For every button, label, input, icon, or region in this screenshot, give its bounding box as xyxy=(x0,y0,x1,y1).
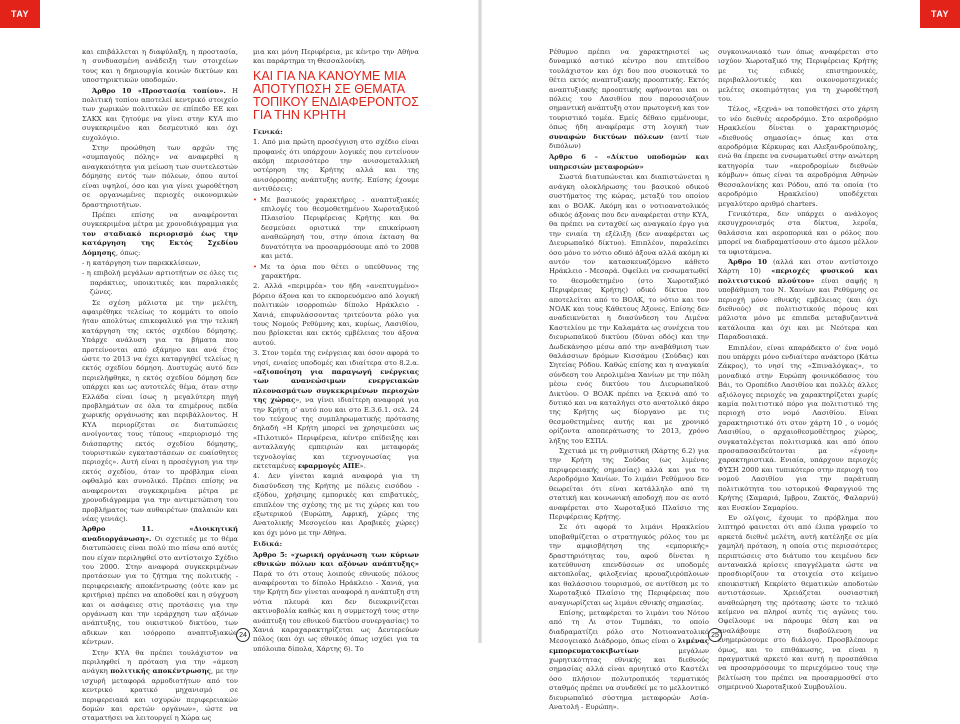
paragraph: μια και μόνη Περιφέρεια, με κέντρο την Αθήνα και παράρτημα τη Θεσσαλονίκη. xyxy=(253,48,419,66)
article-11-text: Οι σχετικές με το θέμα διατυπώσεις είναι πολύ πιο πίσω από αυτές που είχαν περιληφθεί στο αντίστοιχο Σχέδιο του 2000. Στην αναφορά συγκεκριμένων προτάσεων για το ζήτημα της πολιτικής - περιφερειακής αποκέντρωσης (ούτε καν με κριτήρια) πρέπει να αποδοθεί και η σύγχυση και οι ασάφειες στις προτάσεις για την οργάνωση και την ιεράρχηση των αξόνων ανάπτυξης, του οικιστικού δικτύου, των αδικων και ισόρροπο αναπτυξιακών κέντρων. xyxy=(82,534,238,647)
article-6-label: Άρθρο 6 - «Δίκτυο υποδομών και υπηρεσιών μεταφορών» xyxy=(549,153,709,171)
text: », να γίνει ιδιαίτερη αναφορά για την Κρήτη σ' αυτό που και στο Ε.3.6.1. σελ. 24 του τεύχους της συμπληρωματικής πρότασης δηλαδή «Η Κρήτη μπορεί να χρησιμεύσει ως «Πιλοτικό» Περιφέρεια, κέντρο επίδειξης και ανταλλαγής εμπειριών και μεταφοράς τεχνολογίας και τεχνογνωσίας για εκτεταμένες xyxy=(253,396,419,471)
article-5-paragraph xyxy=(253,551,419,654)
paragraph: Τέλος, «ξεχνά» να τοποθετήσει στο χάρτη το νέο διεθνές αεροδρόμιο. Στο αεροδρόμιο Ηρακλείου δίνεται ο χαρακτηρισμός «διεθνούς σημασίας» όπως και στα αεροδρόμια Κέρκυρας και Αλεξανδρούπολης, ενώ θα έπρεπε να ενσωματωθεί στην ανώτερη κατηγορία των «αεροδρομίων διεθνών κόμβων» όπως είναι τα αεροδρόμια Αθηνών Θεσσαλονίκης και Ρόδου, από τα οποία (το αεροδρόμιο Ηρακλείου) υποδέχεται μεγαλύτερο αριθμό charters. xyxy=(718,105,878,208)
article-10-paragraph xyxy=(718,258,878,343)
paragraph xyxy=(82,211,238,258)
article-10-text: Η πολιτική τοπίου αποτελεί κεντρικό στοιχείο των χωρικών πολιτικών σε επίπεδο ΕΕ και ΣΑΚΧ και ζητούμε να γίνει στην ΚΥΑ πιο συγκεκριμένο και δεσμευτικό και όχι ευχολόγιο. xyxy=(82,86,238,142)
subheading-general: Γενικά: xyxy=(253,127,283,136)
bold-text: αξιοποίηση για παραγωγή ενέργειας των ανανεώσιμων ενεργειακών πλεονασμάτων συγκεκριμένων περιοχών της χώρας xyxy=(253,367,419,405)
article-11-paragraph xyxy=(82,525,238,647)
paragraph: Σε ότι αφορά το λιμάνι Ηρακλείου υποβαθμίζεται ο στρατηγικός ρόλος του με την αμφισβήτηση της «εμπορικής» δραστηριότητας του, αφού δίνεται η κατεύθυνση επενδύσεων σε υποδομές ακτοπλοΐας, φιλοξενίας κρουαζιερόπλοιων και θαλάσσιου τουρισμού, σε αντίθεση με το Χωροταξικό Πλαίσιο της Περιφέρειας που αναγνωρίζεται ως λιμάνι εθνικής σημασίας. xyxy=(549,523,709,607)
bullet-item: • Με τα όρια που θέτει ο υπεύθυνος της χαρακτήρα. xyxy=(253,263,419,282)
list-item: 1. Από μια πρώτη προσέγγιση στο σχέδιο είναι προφανές ότι υπάρχουν λογικές που εντείνουν ακόμη περισσότερο την ανισομεταλλική υστέρηση της Κρήτης αλλά και της ανισόρροπης ανάπτυξης αυτής. Επίσης έχουμε αντιθέσεις: xyxy=(253,138,419,194)
bold-text: τον σταδιακό περιορισμό έως την κατάργηση της Εκτός Σχεδίου Δόμησης xyxy=(82,229,238,257)
list-item: 4. Δεν γίνεται καμιά αναφορά για τη διασύνδεση της Κρήτης με πόλεις εισόδου - εξόδου, χρήσιμης εμπορικές και επιβατικές, επιπλέον της σχέσης της με τις χώρες και του εξωτερικού (Ευρώπη, Αφρική, χώρες της Ανατολικής Μεσογείου και Αραβικές χώρες) και όχι μόνο με την Αθήνα. xyxy=(253,472,419,537)
paragraph: Στην προώθηση των αρχών της «συμπαγούς πόλης» να αναφερθεί η αναγκαιότητα για μείωση των συντελεστών δόμησης εντός των πόλεων, όπου αυτοί είναι υψηλοί, όσο και για γίνει χωροθέτηση σε οργανωμένες περιοχές οικονομικών δραστηριοτήτων. xyxy=(82,144,238,209)
text: (αλλά και στον αντίστοιχο Χάρτη 10) xyxy=(718,257,878,276)
text: μεγάλων χωρητικότητας εθνικής και διεθνούς σημασίας αλλά είναι αρνητικό στο Καστέλι όσο πλήσιον πολυτροπικός τερματικός σταθμός πρέπει να συνδεθεί με το μελλοντικό διευρωπαϊκό σύστημα μεταφορών Ασία-Ανατολή - Ευρώπη». xyxy=(549,646,709,712)
paragraph xyxy=(82,649,238,724)
article-5-label: Άρθρο 5: «χωρική οργάνωση των κύριων εθνικών πόλων και αξόνων ανάπτυξης» xyxy=(253,550,419,569)
article-10-label: Άρθρο 10 xyxy=(728,257,768,266)
text: Πρέπει επίσης να αναφέρονται συγκεκριμένα μέτρα με χρονοδιάγραμμα για xyxy=(82,210,238,229)
paragraph xyxy=(549,48,709,151)
text: (αντί των διπόλων) xyxy=(549,132,709,151)
text: 3. Στον τομέα της ενέργειας και όσον αφορά το νησί, ενιαίες υποδομές και ιδιαίτερα στο 8.2.α. « xyxy=(253,349,419,376)
right-page-column-2 xyxy=(718,48,878,692)
section-heading: ΚΑΙ ΓΙΑ ΝΑ ΚΑΝΟΥΜΕ ΜΙΑ ΑΠΟΤΥΠΩΣΗ ΣΕ ΘΕΜΑΤΑ ΤΟΠΙΚΟΥ ΕΝΔΙΑΦΕΡΟΝΤΟΣ ΓΙΑ ΤΗΝ ΚΡΗΤΗ xyxy=(253,68,419,122)
list-item: - η επιβολή μεγάλων αρτιοτήτων σε όλες τις παράκτιες, υποικιτικές και παραλιακές ζώνες. xyxy=(82,269,238,297)
text: , όπως: xyxy=(115,248,141,257)
paragraph: Σε σχέση μάλιστα με την μελέτη, αφαιρέθηκε τελείως το κομμάτι το οποίο ήταν απολύτως επικεφαλικό για την τελική κατάργηση της εκτός σχεδίου δόμησης. Υπάρχε ανάλυση για τα βήματα που προτείνονται από εξάμηνο και ανά έτος ώστε το 2013 να έχει καταργηθεί τελείως η εκτός σχεδίου δόμηση. Δυστυχώς αυτό δεν περιελήφθηκε, η εκτός σχεδίου δόμηση δεν υπάρχει και ως αυτοτελές θέμα, όταν στην Ελλάδα είναι ίσως η μεγαλύτερη πηγή προβλημάτων σε όλα τα επιμέρους πεδία χωρικής οργάνωσης και περιβάλλοντος. Η ΚΥΑ περιορίζεται σε διατυπώσεις ανοίγοντας τους τύπους «περιορισμό της διάσπαρτης εκτός σχεδίου δόμησης, τουριστικών εγκαταστάσεων σε ευαίσθητες περιοχές». Αυτή είναι η προσέγγιση για την εκτός σχεδίου, όταν το πρόβλημα είναι οφθαλμό και συνολικό. Πρέπει επίσης να αναφερονται συγκεκριμένα μέτρα με χρονοδιάγραμμα για την αντιμετώπιση του προβλήματος των αυθαιρέτων (παλαιών και νέας γενιάς). xyxy=(82,298,238,523)
page-number-left: 24 xyxy=(236,628,250,642)
paragraph: Γενικότερα, δεν υπάρχει ο ανάλογος εκσυγχρονισμός στα δίκτυα, λεροΐα, θαλάσσια και αεροπορικά και ο ρόλος που μπορεί να διαδραματίσουν στο άμεσο μέλλον τα υφιστάμενα. xyxy=(718,209,878,256)
right-page-column-1 xyxy=(549,48,709,712)
paragraph: Εν ολίγοις, έχουμε το πρόβλημα που λιπτηρό φαινεται ότι από έλιπα γραφείο το αρκετά διεθνέ μελέτη, αυτή κατέληξε σε μία χαμηλή πρόταση, η οποία στις περισσότερες περιπτώσεις στο διάτυπο του κειμένου δεν αντανακλά κρίσεις επαγγέλματα ώστε να προσδιορίζουν τα στοιχεία στο κείμενο εποικιστική Κεκρίατο θεματικών αποδοτών αντιστάσεων. Χρειάζεται ουσιαστική αναθεώρηση της πρότασης ώστε το τελικό κείμενο να πληροί αυτές τις αγώνες του. Οφείλουμε να πάρουμε θέση και να αναλάβουμε στη διαβούλευση να ενημερώσουμε στο διάλογο. Προσβλέπουμε όμως, και το επιθάκωσης, να είναι η πραγματικά αρκετό και αυτή η προσπάθεια να προσαρμόσουμε το περιεχόμενο τους την βελτίωση του πρέπει να προσαρμοσθεί στο σημερινού Χωροταξικού Συμβουλίου. xyxy=(718,513,878,692)
article-5-text: Παρά το ότι στους λοιπούς εθνικούς πόλους αναφέρονται το δίπολο Ηράκλειο - Χανιά, για την Κρήτη δεν γίνεται αναφορά η ανάπτυξη στη νότια πλευρά και δεν διευκρινίζεται ακτινοβολία καθώς και η συμμετοχή τους στην ανάπτυξη του εθνικού δικτύου συνεργασίας) το Χανιά καραχαρακτηρίζεται ως Δευτερεύων πόλος (και όχι ως εθνικός όπως ισχύει για τα υπόλοιπα δίπολα, Χάρτης 6). Το xyxy=(253,569,419,653)
page-number-right: 25 xyxy=(708,628,722,642)
bold-text: λιμένας εμπορευματοκιβωτίων xyxy=(549,637,709,655)
article-11-label: Άρθρο 11. «Διοικητική αναδιοργάνωση». xyxy=(82,525,238,543)
bullet-item: • Με βασικούς χαρακτήρες - αναπτυξιακές επιλογές του θεσμοθετημένου Χωροταξικού Πλαισίου Περιφέρειας Κρήτης και θα δεσμεύσει οριστικά την επικαίρωση αναθεώρησή του, στην όποια έκταση θα δυνατότητα να προσαρμόσουμε από το 2008 και μετά. xyxy=(253,196,419,262)
text: Στην ΚΥΑ θα πρέπει τουλάχιστον να περιληφθεί η πρόταση για την «άμεση ανάγκη xyxy=(82,648,238,676)
text: ». xyxy=(359,462,366,471)
article-10-paragraph xyxy=(82,87,238,143)
bold-text: συναφών δικτύων πόλεων xyxy=(549,132,664,141)
bold-text: «περιοχές φυσικού και πολιτιστικού πλούτου» xyxy=(718,267,878,285)
subheading-specific: Ειδικά: xyxy=(253,540,283,549)
list-item xyxy=(253,349,419,471)
left-page-column-1 xyxy=(82,48,239,723)
left-page-column-2 xyxy=(253,48,419,653)
tee-logo-left: ΤΑΥ xyxy=(0,0,40,28)
tee-logo-right: ΤΑΥ xyxy=(920,0,960,28)
text: είναι σαφής η υποβάθμιση του Ν. Χανίων και Ρεθύμνης σε περιοχή μόνο εθνικής εμβέλειας (και όχι διεθνούς) σε πολιτιστικούς πόρους και μάλιστα μόνο με επιπεδα μεταβυζαντινά κατάλοιπα και όχι και με Νεότερα και Παραδοσιακά. xyxy=(718,276,878,342)
paragraph: Σχετικά με τη ρυθμιστική (Χάρτης 6.2) για την Κρήτη της Σούδας (ως λιμένας περιφερειακής σημασίας) αλλά και για το Αεροδρόμιο Χανίων. Το λιμάνι Ρεθύμνου δεν θεωρείται ότι είναι κατάλληλο από τη στατική και κοινωνική αποδοχή που σε αυτό αναφέρεται στο Χωροταξικό Πλαίσιο της Περιφέρειας Κρήτης. xyxy=(549,447,709,521)
paragraph: συγκοινωνιακό των όπως αναφέρεται στο ισχύον Χωροταξικό της Περιφέρειας Κρήτης με τις ειδικές επιστημονικές, περιβαλλοντικές και οικονομοτεχνικές μελέτες σκοπιμότητας για τη χωροθέτησή του. xyxy=(718,48,878,104)
paragraph: Σωστά διατυπώνεται και διαπιστώνεται η ανάγκη ολοκλήρωσης του βασικού οδικού συστήματος της κώρας, μεταξύ του οποίου και ο ΒΟΑΚ. Ακόμη και ο νοτιοανατολικός οδικός άξονας που δεν αναφέρεται στην ΚΥΑ, θα πρέπει να ενταχθεί ως αναγκαίο έργο για την ενιαία τη εξέλιξη (δεν αναφέρεται ως Διευρωπαϊκό δίκτυο). Επιπλέον, παραλείπει όσο μόνο το νότιο οδικό άξονα αλλά ακόμη κι αυτόν τον κατασκευαζόμενο κάθετο Ηράκλειο - Μεσαρά. Οφείλει να ενσωματωθεί το θεσμοθετημένο (στο Χωροταξικό Περιφέρειας Κρήτης) οδικό δίκτυο που αποτελείται από το ΒΟΑΚ, το νότιο και τον ΝΟΑΚ και τους Κάθετους Άξονες. Επίσης δεν αναδεικνύεται η διασύνδεση του Λιμένα Καστελίου με την Καλαμάτα ως συνέχεια του διευρωπαϊκού δικτύου (δύναι οδός) και την Δωδεκάνησο μέσω από την αναβάθμιση των θαλάσσιων δρόμων Κισσάμου (Σούδας) και Σητείας Ρόδου. Καθώς επίσης και η αναγκαία σύνδεση του Αερολιμένα Χανίων με την πόλη μέσω ενός δικτύου του Διευρωπαϊκού Δικτύου. Ο ΒΟΑΚ πρέπει να ξεκινά από το δυτικό και να καταλήγει στο ανατολικό άκρο της Κρήτης ως δίοργανο με τις θεσμοθετημένες αυτής και με χρονικό ορίζοντα αποπεράτωσης το 2013, χρόνο λήξης του ΕΣΠΑ. xyxy=(549,173,709,445)
bold-text: πολιτικής αποκέντρωσης xyxy=(110,667,211,676)
text: Ρέθυμνο πρέπει να χαρακτηριστεί ως δυναμικό αστικό κέντρο που επιτείδου τουλάχιστον και όχι δου που συσκοτικά το θέτει εκτός αναπτυξιακής προοπτικής. Εκτός αναπτυξιακής προοπτικής αφήνονται και οι πόλεις του Λασιθίου που παρουσιάζουν σημαντική ανάπτυξη στον πρωτογενή και τον τουριστικό τομέα. Εμείς δέθαιο εμμένουμε, όπως ήδη αναφέραμε στη λογική των xyxy=(549,48,709,132)
paragraph: και επιβάλλεται η διαφύλαξη, η προστασία, η συνδυασμένη ανάδειξη των στοιχείων τους και η δημιουργία κοινών δικτύων και υποστηρικτικών υποδομών. xyxy=(82,48,238,85)
article-10-label: Άρθρο 10 «Προστασία τοπίου». xyxy=(92,86,226,95)
list-item: 2. Αλλά «περιμρέα» τον ήδη «ανεπτυγμένο» βόρειο άξονα και το εκπορευόμενο από λογική πολιτικών ισορροπιών δίπολο Ηράκλειο - Χανιά, επιφυλάσσοντας τριτεύοντα ρόλο για τους Νομούς Ρεθύμνης και, κυρίως, Λασιθίου, που βρίσκεται και εκτός εμβέλειας του άξονα αυτού. xyxy=(253,282,419,347)
bold-text: εφαρμογές ΑΠΕ xyxy=(297,462,360,471)
text: Επίσης, μεταφέρεται το λιμάνι του Νότου από τη Λι στον Τυμπάκι, το οποίο διαδραματίζει ρόλο στο Νοτιοανατολικό Μεσογειακό Διάδρομο, όπως είναι ο xyxy=(549,608,709,646)
paragraph xyxy=(549,609,709,712)
page-gutter xyxy=(478,0,482,643)
list-item: - η κατάργηση των παρεκκλίσεων, xyxy=(82,258,201,267)
paragraph: Επιπλέον, είναι απαράδεκτο ο' ένα νομό που υπάρχει μόνο ενδιαίτερο ανάκτορο (Κάτω Ζάκρος), το νησί της «Σπιναλόγκας», το μοναδικό στην Ευρώπη φοινικόδασος του Βάι, το Οροπέδιο Λασιθίου και πολλές άλλες αξιόλογες περιοχές να χαρακτηρίζεται χωρίς καμία πολιτιστικό πόρο για πολιτιστικό της περιοχή στο νομό Λασιθίου. Είναι χαρακτηριστικό ότι στον χάρτη 10 , ο νομός Λασιθίου, ο αρχαιοθεσμοθέτηρος χώρος, συγκαταλέγεται πολιτισμικά και από όπου προσαπασαιδεύτονται μα «έγονη» χαρακτηριστικά. Ενιαία, υπάρχουν περιοχές ΦΥΣΗ 2000 και τυπικότερο στην περιοχή του νομού Λασιθίου για την παράτυπη πολιτικότητα του ιστορικού Φαραγγιού της Κρήτης (Σαμαριά, Ιμβρου, Ζακτός, Φαλαρνύ) και Ενσκίον Σαμαρίου. xyxy=(718,343,878,512)
text: , με την ισχυρή μεταφορά αρμοδιοτήτων από τον κεντρικό κρατικό μηχανισμό σε περιφερειακά και ισχυρών περιφερειακών δομών και αρετών οργάνων», ώστε να σταματήσει να λειτουργεί η Χώρα ως xyxy=(82,667,239,723)
